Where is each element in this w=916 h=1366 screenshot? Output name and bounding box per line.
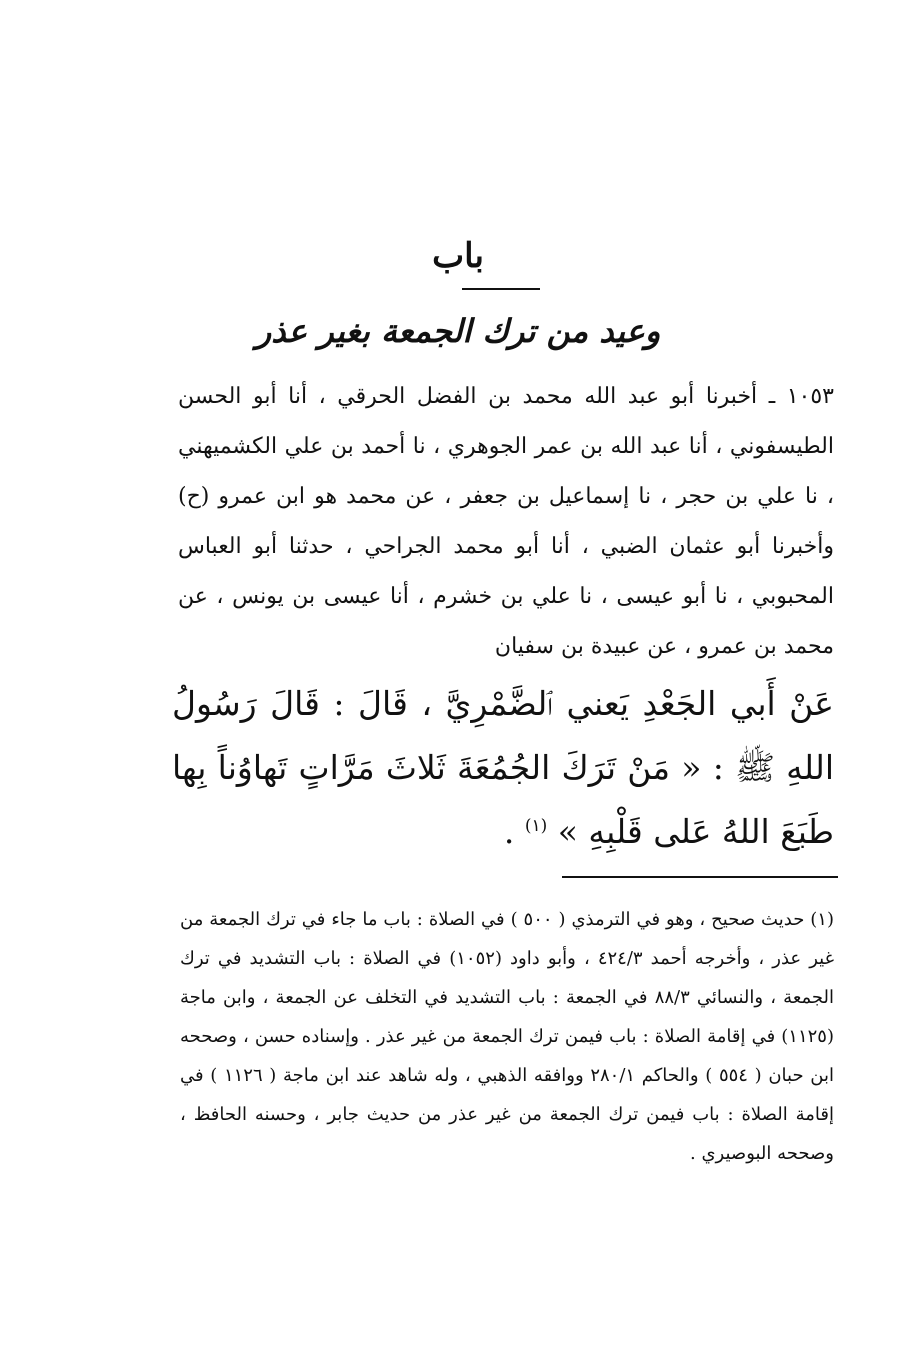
- hadith-isnad: [178, 372, 834, 672]
- matn-paragraph: [172, 672, 834, 864]
- footnote-separator: [562, 876, 838, 878]
- hadith-matn: [172, 672, 834, 864]
- footnote-text: (١) حديث صحيح ، وهو في الترمذي ( ٥٠٠ ) في الصلاة : باب ما جاء في ترك الجمعة من غير عذر ، وأخرجه أحمد ٤٢٤/٣ ، وأبو داود (١٠٥٢) في الصلاة : باب التشديد في ترك الجمعة ، والنسائي ٨٨/٣ في الجمعة : باب التشديد في التخلف عن الجمعة ، وابن ماجة (١١٢٥) في إقامة الصلاة : باب فيمن ترك الجمعة من غير عذر . وإسناده حسن ، وصححه ابن حبان ( ٥٥٤ ) والحاكم ٢٨٠/١ ووافقه الذهبي ، وله شاهد عند ابن ماجة ( ١١٢٦ ) في إقامة الصلاة : باب فيمن ترك الجمعة من غير عذر من حديث جابر ، وحسنه الحافظ ، وصححه البوصيري .: [180, 909, 835, 1164]
- matn-text: عَنْ أَبي الجَعْدِ يَعني ٱلضَّمْرِيَّ ، قَالَ : قَالَ رَسُولُ اللهِ ﷺ : « مَنْ تَرَكَ الجُمُعَةَ ثَلاثَ مَرَّاتٍ تَهاوُناً بِها طَبَعَ اللهُ عَلى قَلْبِهِ »: [172, 684, 834, 851]
- footnote: [180, 900, 834, 1173]
- isnad-text: ١٠٥٣ ـ أخبرنا أبو عبد الله محمد بن الفضل الحرقي ، أنا أبو الحسن الطيسفوني ، أنا عبد الله بن عمر الجوهري ، نا أحمد بن علي الكشميهني ، نا علي بن حجر ، نا إسماعيل بن جعفر ، عن محمد هو ابن عمرو (ح) وأخبرنا أبو عثمان الضبي ، أنا أبو محمد الجراحي ، حدثنا أبو العباس المحبوبي ، نا أبو عيسى ، نا علي بن خشرم ، أنا عيسى بن يونس ، عن محمد بن عمرو ، عن عبيدة بن سفيان: [178, 384, 834, 659]
- end-mark: .: [503, 812, 515, 851]
- chapter-title: وعيد من ترك الجمعة بغير عذر: [255, 312, 661, 350]
- chapter-underline: [462, 288, 540, 290]
- footnote-marker: (١): [524, 816, 548, 836]
- chapter-label: باب: [432, 236, 484, 276]
